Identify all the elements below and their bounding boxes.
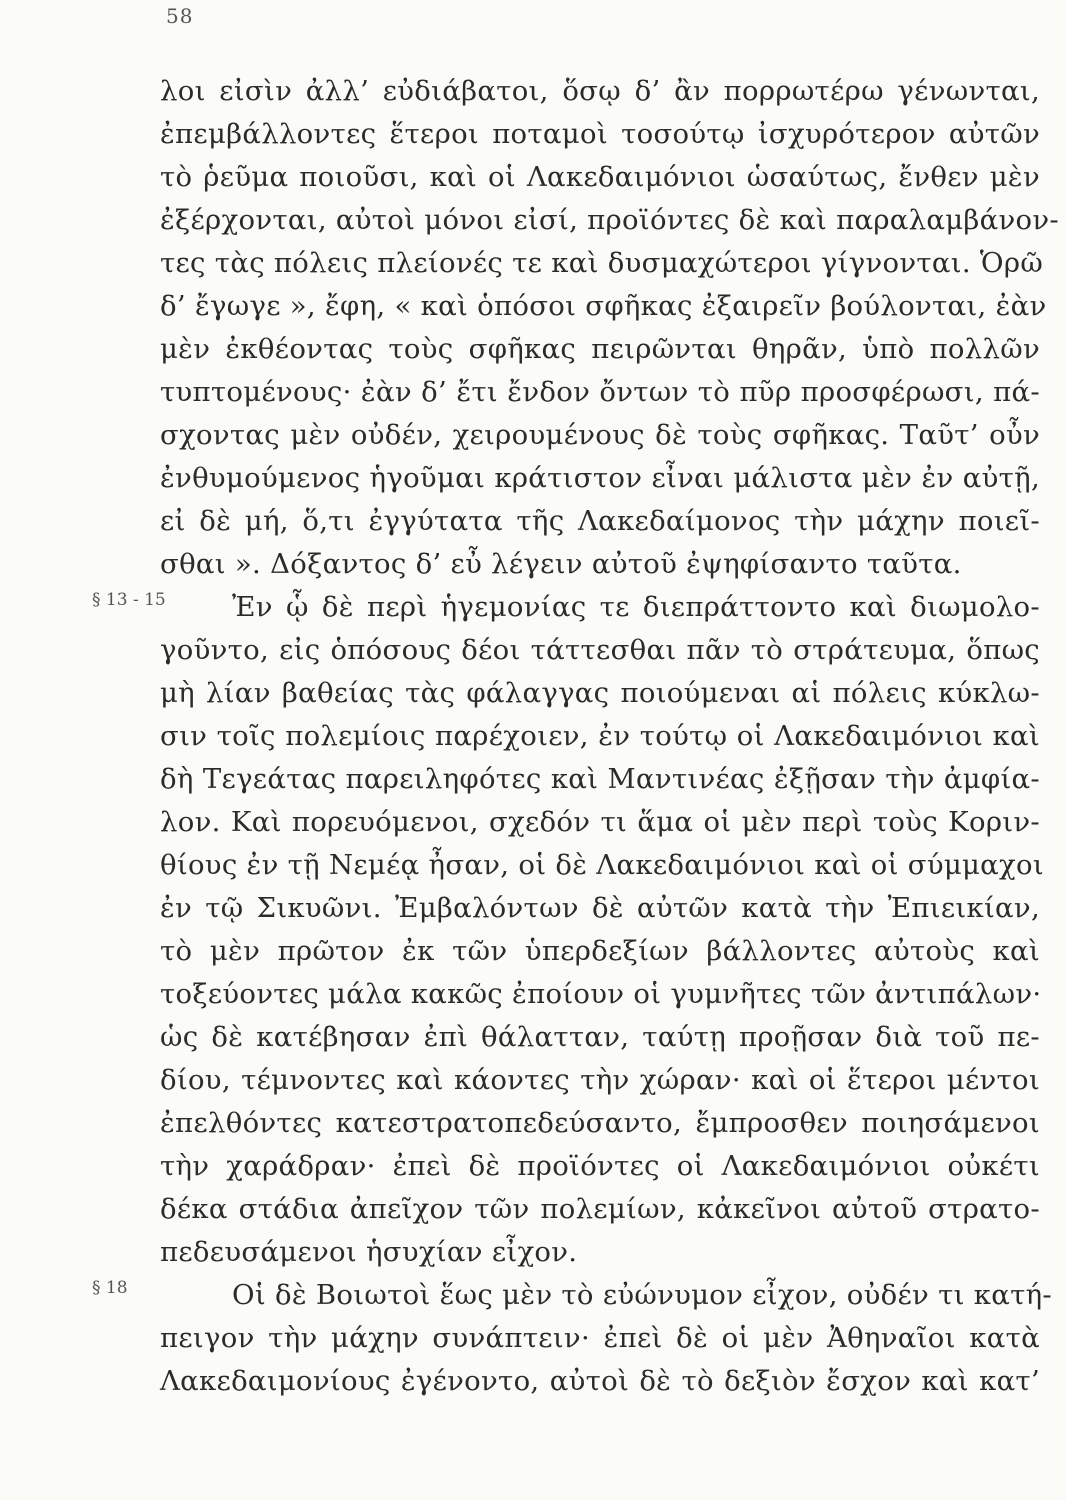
text-line: σχοντας μὲν οὐδέν, χειρουμένους δὲ τοὺς σφῆκας. Ταῦτ’ οὖν	[160, 419, 1040, 451]
text-line: τυπτομένους· ἐὰν δ’ ἔτι ἔνδον ὄντων τὸ πῦρ προσφέρωσι, πά-	[160, 376, 1040, 408]
text-line: λον. Καὶ πορευόμενοι, σχεδόν τι ἅμα οἱ μὲν περὶ τοὺς Κοριν-	[160, 806, 1040, 838]
text-line: ἐπελθόντες κατεστρατοπεδεύσαντο, ἔμπροσθεν ποιησάμενοι	[160, 1107, 1040, 1139]
paragraph-3	[92, 1274, 1052, 1403]
text-line: Οἱ δὲ Βοιωτοὶ ἕως μὲν τὸ εὐώνυμον εἶχον, οὐδέν τι κατή-	[232, 1279, 1052, 1311]
text-line: δὴ Τεγεάτας παρειληφότες καὶ Μαντινέας ἐξῇσαν τὴν ἀμφία-	[160, 763, 1040, 795]
text-line: λοι εἰσὶν ἀλλ’ εὐδιάβατοι, ὅσῳ δ’ ἂν πορρωτέρω γένωνται,	[160, 75, 1040, 107]
text-line: δίου, τέμνοντες καὶ κάοντες τὴν χώραν· καὶ οἱ ἕτεροι μέντοι	[160, 1064, 1040, 1096]
text-line: δέκα στάδια ἀπεῖχον τῶν πολεμίων, κἀκεῖνοι αὐτοῦ στρατο-	[160, 1193, 1040, 1225]
text-line: Λακεδαιμονίους ἐγένοντο, αὐτοὶ δὲ τὸ δεξιὸν ἔσχον καὶ κατ’	[160, 1365, 1040, 1397]
text-line: τὴν χαράδραν· ἐπεὶ δὲ προϊόντες οἱ Λακεδαιμόνιοι οὐκέτι	[160, 1150, 1040, 1182]
text-line: πειγον τὴν μάχην συνάπτειν· ἐπεὶ δὲ οἱ μὲν Ἀθηναῖοι κατὰ	[160, 1322, 1040, 1354]
text-line: θίους ἐν τῇ Νεμέᾳ ἦσαν, οἱ δὲ Λακεδαιμόνιοι καὶ οἱ σύμμαχοι	[160, 849, 1044, 881]
text-line: τὸ μὲν πρῶτον ἐκ τῶν ὑπερδεξίων βάλλοντες αὐτοὺς καὶ	[160, 935, 1040, 967]
marginal-note: § 13 - 15	[92, 590, 166, 610]
text-line: σθαι ». Δόξαντος δ’ εὖ λέγειν αὐτοῦ ἐψηφίσαντο ταῦτα.	[160, 548, 962, 580]
main-text	[92, 70, 1059, 1403]
text-line: πεδευσάμενοι ἡσυχίαν εἶχον.	[160, 1236, 578, 1268]
text-line: τὸ ῥεῦμα ποιοῦσι, καὶ οἱ Λακεδαιμόνιοι ὡσαύτως, ἔνθεν μὲν	[160, 161, 1040, 193]
text-line: ἐπεμβάλλοντες ἕτεροι ποταμοὶ τοσούτῳ ἰσχυρότερον αὐτῶν	[160, 118, 1040, 150]
paragraph-1	[160, 70, 1059, 586]
text-line: ἐξέρχονται, αὐτοὶ μόνοι εἰσί, προϊόντες δὲ καὶ παραλαμβάνον-	[160, 204, 1059, 236]
text-line: γοῦντο, εἰς ὁπόσους δέοι τάττεσθαι πᾶν τὸ στράτευμα, ὅπως	[160, 634, 1040, 666]
text-line: σιν τοῖς πολεμίοις παρέχοιεν, ἐν τούτῳ οἱ Λακεδαιμόνιοι καὶ	[160, 720, 1040, 752]
page-number: 58	[166, 4, 194, 28]
text-line: τες τὰς πόλεις πλείονές τε καὶ δυσμαχώτεροι γίγνονται. Ὁρῶ	[160, 247, 1044, 279]
text-line: τοξεύοντες μάλα κακῶς ἐποίουν οἱ γυμνῆτες τῶν ἀντιπάλων·	[160, 978, 1042, 1010]
text-line: μὴ λίαν βαθείας τὰς φάλαγγας ποιούμεναι αἱ πόλεις κύκλω-	[160, 677, 1040, 709]
paragraph-2	[92, 586, 1044, 1274]
marginal-note: § 18	[92, 1278, 128, 1298]
text-line: Ἐν ᾧ δὲ περὶ ἡγεμονίας τε διεπράττοντο καὶ διωμολο-	[232, 591, 1040, 623]
text-line: μὲν ἐκθέοντας τοὺς σφῆκας πειρῶνται θηρᾶν, ὑπὸ πολλῶν	[160, 333, 1040, 365]
text-line: ἐν τῷ Σικυῶνι. Ἐμβαλόντων δὲ αὐτῶν κατὰ τὴν Ἐπιεικίαν,	[160, 892, 1040, 924]
text-line: ὡς δὲ κατέβησαν ἐπὶ θάλατταν, ταύτῃ προῇσαν διὰ τοῦ πε-	[160, 1021, 1040, 1053]
text-line: εἰ δὲ μή, ὅ,τι ἐγγύτατα τῆς Λακεδαίμονος τὴν μάχην ποιεῖ-	[160, 505, 1040, 537]
text-line: δ’ ἔγωγε », ἔφη, « καὶ ὁπόσοι σφῆκας ἐξαιρεῖν βούλονται, ἐὰν	[160, 290, 1047, 322]
text-line: ἐνθυμούμενος ἡγοῦμαι κράτιστον εἶναι μάλιστα μὲν ἐν αὐτῇ,	[160, 462, 1040, 494]
